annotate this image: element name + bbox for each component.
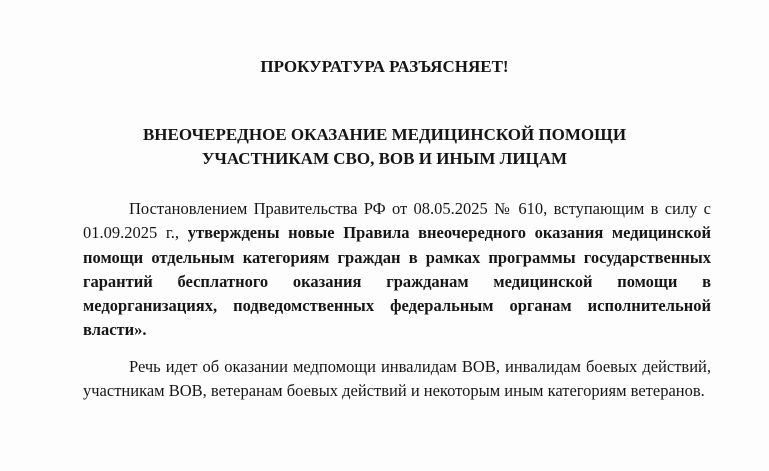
- paragraph-2: Речь идет об оказании медпомощи инвалидам ВОВ, инвалидам боевых действий, участникам ВОВ, ветеранам боевых действий и некоторым иным категориям ветеранов.: [83, 357, 711, 401]
- paragraph-1-bold: утверждены новые Правила внеочередного оказания медицинской помощи отдельным категориям граждан в рамках программы государственных гарантий бесплатного оказания гражданам медицинской помощи в медорганизациях, подведомственных федеральным органам исполнительной власти».: [83, 223, 711, 340]
- header-title: ПРОКУРАТУРА РАЗЪЯСНЯЕТ!: [260, 57, 509, 76]
- paragraph-1: [83, 197, 711, 343]
- document-title-line-1: ВНЕОЧЕРЕДНОЕ ОКАЗАНИЕ МЕДИЦИНСКОЙ ПОМОЩИ: [142, 125, 627, 144]
- document-title: [60, 123, 709, 171]
- paragraph-1-intro: Постановлением Правительства РФ от 08.05.2025 № 610, вступающим в силу с 01.09.2025 г.,: [83, 199, 711, 243]
- document-title-line-2: УЧАСТНИКАМ СВО, ВОВ И ИНЫМ ЛИЦАМ: [201, 149, 568, 168]
